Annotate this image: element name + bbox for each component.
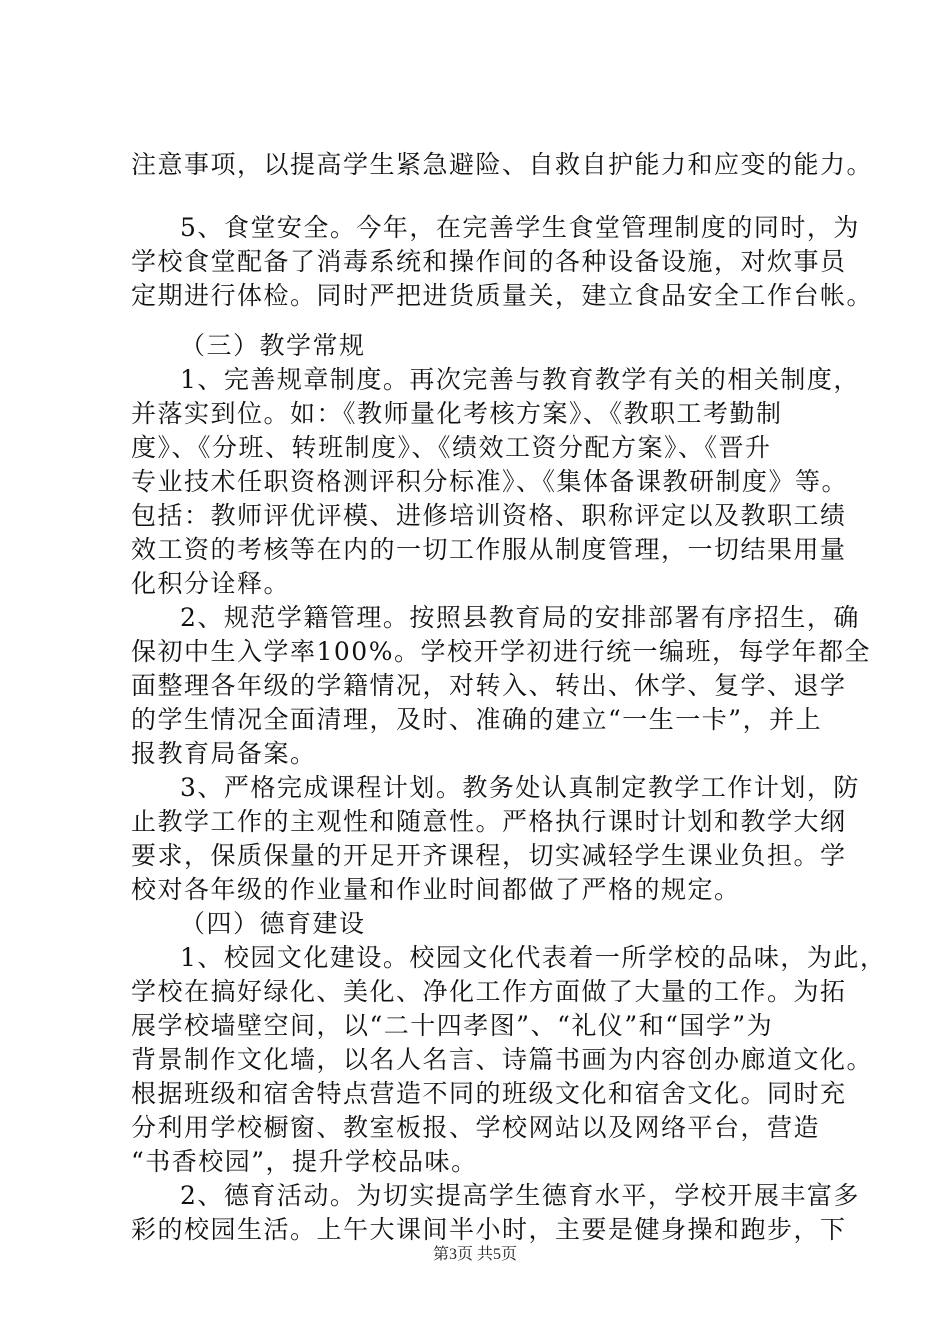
paragraph-line: 5、食堂安全。今年，在完善学生食堂管理制度的同时，为: [180, 213, 860, 242]
paragraph-line: 包括：教师评优评模、进修培训资格、职称评定以及教职工绩: [131, 501, 847, 530]
paragraph-line: 1、完善规章制度。再次完善与教育教学有关的相关制度，: [180, 365, 860, 394]
paragraph-line: 专业技术任职资格测评积分标准》、《集体备课教研制度》等。: [131, 467, 849, 496]
paragraph-line: 的学生情况全面清理，及时、准确的建立“一生一卡”，并上: [131, 705, 823, 734]
paragraph-line: 定期进行体检。同时严把进货质量关，建立食品安全工作台帐。: [131, 281, 874, 310]
paragraph-line: 学校在搞好绿化、美化、净化工作方面做了大量的工作。为拓: [131, 977, 847, 1006]
paragraph-line: 要求，保质保量的开足开齐课程，切实减轻学生课业负担。学: [131, 841, 847, 870]
paragraph-line: 根据班级和宿舍特点营造不同的班级文化和宿舍文化。同时充: [131, 1079, 847, 1108]
paragraph-line: 学校食堂配备了消毒系统和操作间的各种设备设施，对炊事员: [131, 247, 847, 276]
paragraph-line: 3、严格完成课程计划。教务处认真制定教学工作计划，防: [180, 773, 860, 802]
page-footer: 第3页 共5页: [432, 1246, 517, 1263]
paragraph-line: 化积分诠释。: [131, 569, 291, 598]
paragraph-line: 2、规范学籍管理。按照县教育局的安排部署有序招生，确: [180, 603, 860, 632]
paragraph-line: 分利用学校橱窗、教室板报、学校网站以及网络平台，营造: [131, 1113, 821, 1142]
paragraph-line: 止教学工作的主观性和随意性。严格执行课时计划和教学大纲: [131, 807, 847, 836]
paragraph-line: 保初中生入学率100%。学校开学初进行统一编班，每学年都全: [131, 637, 871, 666]
paragraph-line: 效工资的考核等在内的一切工作服从制度管理，一切结果用量: [131, 535, 847, 564]
paragraph-line: “书香校园”，提升学校品味。: [131, 1147, 478, 1176]
paragraph-line: 报教育局备案。: [131, 739, 317, 768]
paragraph-line: 背景制作文化墙，以名人名言、诗篇书画为内容创办廊道文化。: [131, 1045, 874, 1074]
section-heading: （三）教学常规: [180, 331, 366, 360]
paragraph-line: 注意事项，以提高学生紧急避险、自救自护能力和应变的能力。: [131, 150, 874, 179]
paragraph-line: 面整理各年级的学籍情况，对转入、转出、休学、复学、退学: [131, 671, 847, 700]
section-heading: （四）德育建设: [180, 909, 366, 938]
paragraph-line: 1、校园文化建设。校园文化代表着一所学校的品味，为此，: [180, 943, 887, 972]
paragraph-line: 并落实到位。如：《教师量化考核方案》、《教职工考勤制: [131, 399, 783, 428]
paragraph-line: 校对各年级的作业量和作业时间都做了严格的规定。: [131, 875, 741, 904]
paragraph-line: 展学校墙壁空间，以“二十四孝图”、“礼仪”和“国学”为: [131, 1011, 774, 1040]
paragraph-line: 度》、《分班、转班制度》、《绩效工资分配方案》、《晋升: [131, 433, 772, 462]
paragraph-line: 2、德育活动。为切实提高学生德育水平，学校开展丰富多: [180, 1181, 860, 1210]
paragraph-line: 彩的校园生活。上午大课间半小时，主要是健身操和跑步，下: [131, 1215, 847, 1244]
